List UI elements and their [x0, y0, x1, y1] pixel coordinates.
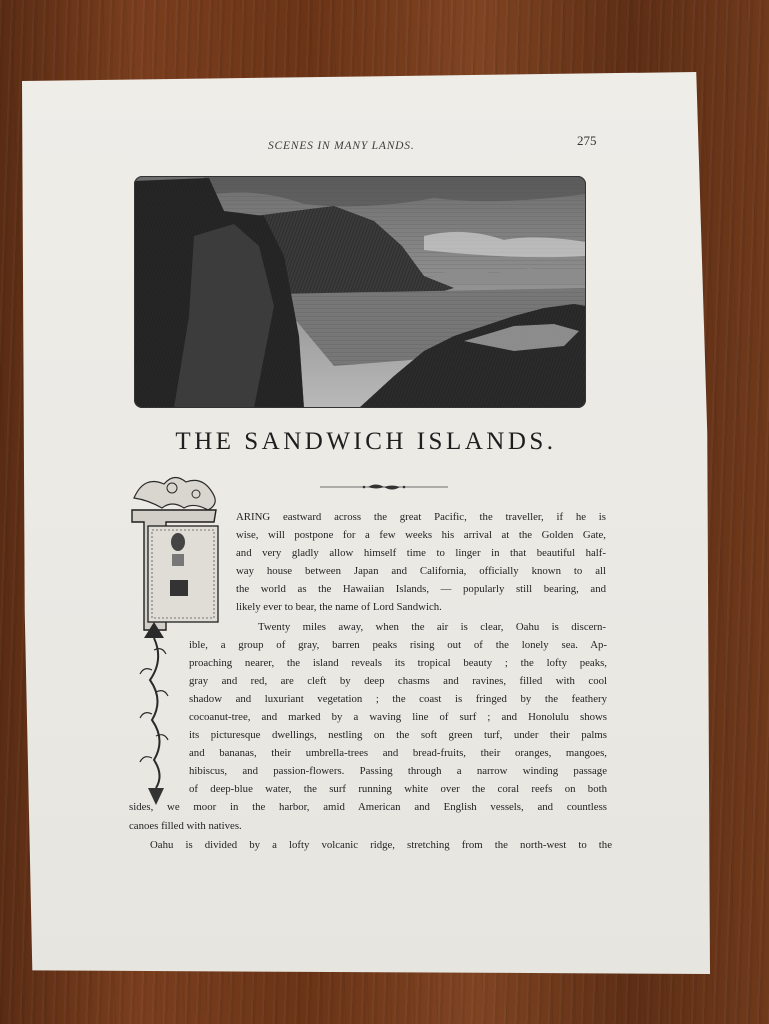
- text-line: cocoanut-tree, and marked by a waving line of surf ; and Honolulu shows: [189, 711, 607, 723]
- text-line: likely ever to bear, the name of Lord Sandwich.: [236, 601, 442, 613]
- text-line: and very gladly allow himself time to linger in that beautiful half-: [236, 547, 606, 559]
- text-line: ARING eastward across the great Pacific, the traveller, if he is: [236, 511, 606, 523]
- text-line: wise, will postpone for a few weeks his arrival at the Golden Gate,: [236, 529, 606, 541]
- text-line: canoes filled with natives.: [129, 820, 242, 832]
- text-line: the world as the Hawaiian Islands, — popularly still bearing, and: [236, 583, 606, 595]
- text-line: way house between Japan and California, officially known to all: [236, 565, 606, 577]
- article-title: THE SANDWICH ISLANDS.: [175, 428, 557, 455]
- running-header: SCENES IN MANY LANDS.: [268, 140, 415, 152]
- text-line: Twenty miles away, when the air is clear, Oahu is discern-: [258, 621, 606, 633]
- text-line: of deep-blue water, the surf running white over the coral reefs on both: [189, 783, 607, 795]
- text-line: hibiscus, and passion-flowers. Passing through a narrow winding passage: [189, 765, 607, 777]
- text-line: and bananas, their umbrella-trees and bread-fruits, their oranges, mangoes,: [189, 747, 607, 759]
- engraving-illustration: [134, 176, 586, 408]
- text-line: its picturesque dwellings, nestling on the soft green turf, under their palms: [189, 729, 607, 741]
- text-line: shadow and luxuriant vegetation ; the coast is fringed by the feathery: [189, 693, 607, 705]
- text-line: Oahu is divided by a lofty volcanic ridge, stretching from the north-west to the: [150, 839, 612, 851]
- text-line: sides, we moor in the harbor, amid American and English vessels, and countless: [129, 801, 607, 813]
- ornamental-rule: [320, 480, 448, 492]
- text-line: gray and red, are cleft by deep chasms and ravines, filled with cool: [189, 675, 607, 687]
- page-number: 275: [577, 133, 597, 148]
- text-line: proaching nearer, the island reveals its tropical beauty ; the lofty peaks,: [189, 657, 607, 669]
- text-line: ible, a group of gray, barren peaks rising out of the lonely sea. Ap-: [189, 639, 607, 651]
